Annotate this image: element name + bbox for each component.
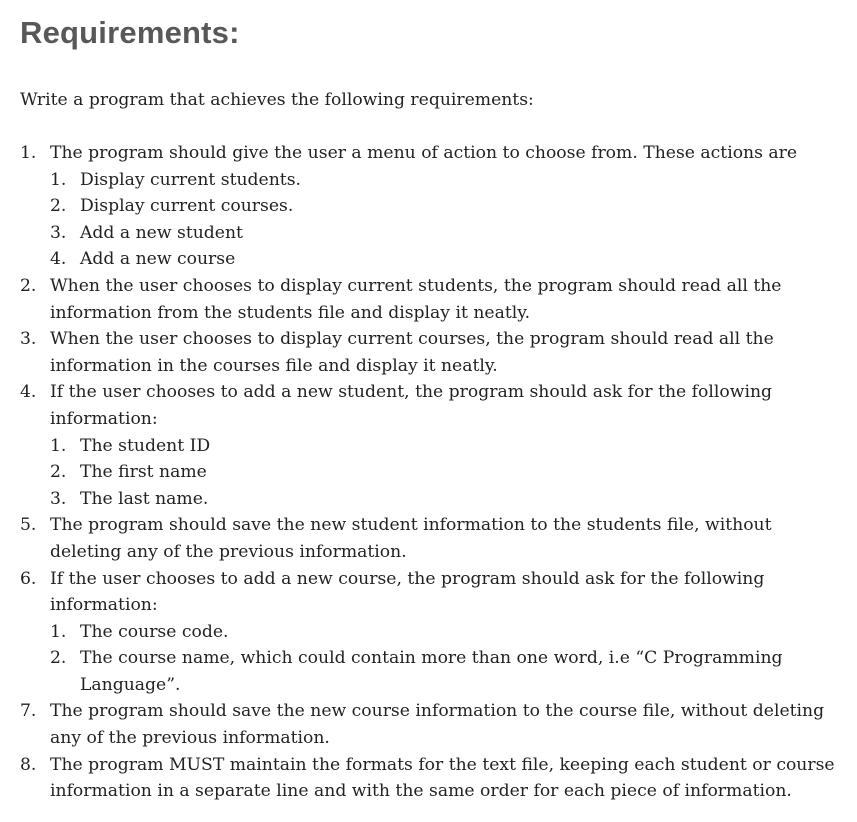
- sub-requirement-item: [50, 433, 840, 460]
- sub-requirement-number: 4.: [50, 249, 67, 270]
- requirement-item: [20, 273, 840, 326]
- requirements-list: [20, 140, 840, 805]
- sub-requirement-number: 2.: [50, 648, 67, 669]
- requirement-number: 2.: [20, 275, 37, 296]
- sub-requirement-item: [50, 619, 840, 646]
- sub-requirement-item: [50, 167, 840, 194]
- sub-requirement-text: The first name: [80, 462, 207, 483]
- sub-requirement-item: [50, 246, 840, 273]
- sub-requirement-text: The student ID: [80, 435, 211, 456]
- requirement-text: The program MUST maintain the formats for the text file, keeping each student or course information in a separate line and with the same order for each piece of information.: [50, 754, 835, 802]
- intro-text: Write a program that achieves the following requirements:: [20, 90, 534, 110]
- requirement-text: The program should save the new student information to the students file, without deleting any of the previous information.: [50, 515, 772, 562]
- requirement-text: If the user chooses to add a new student, the program should ask for the following information:: [50, 382, 773, 429]
- requirement-text: The program should save the new course information to the course file, without deleting any of the previous information.: [50, 701, 825, 749]
- requirement-number: 1.: [20, 143, 37, 163]
- requirement-item: [20, 512, 840, 565]
- sub-requirements-list: [50, 619, 840, 699]
- sub-requirement-number: 1.: [50, 435, 67, 456]
- requirement-number: 6.: [20, 568, 37, 589]
- sub-requirement-item: [50, 193, 840, 220]
- sub-requirement-text: The last name.: [80, 488, 209, 509]
- requirement-text: The program should give the user a menu of action to choose from. These actions are: [50, 143, 798, 163]
- sub-requirements-list: [50, 433, 840, 513]
- requirement-text: When the user chooses to display current courses, the program should read all the information in the courses file and display it neatly.: [50, 329, 774, 376]
- requirement-item: [20, 566, 840, 699]
- sub-requirement-item: [50, 486, 840, 513]
- sub-requirement-item: [50, 645, 840, 698]
- requirement-item: [20, 140, 840, 273]
- requirement-item: [20, 326, 840, 379]
- sub-requirement-text: Add a new course: [80, 249, 236, 270]
- sub-requirement-number: 2.: [50, 196, 67, 217]
- sub-requirement-number: 3.: [50, 222, 67, 243]
- requirement-number: 5.: [20, 515, 37, 536]
- sub-requirement-text: The course name, which could contain more than one word, i.e “C Programming Language”.: [80, 648, 783, 695]
- sub-requirement-text: Display current students.: [80, 169, 301, 190]
- sub-requirement-number: 3.: [50, 488, 67, 509]
- sub-requirement-text: Display current courses.: [80, 196, 294, 217]
- sub-requirements-list: [50, 167, 840, 273]
- requirement-item: [20, 379, 840, 512]
- requirement-item: [20, 698, 840, 751]
- sub-requirement-number: 2.: [50, 462, 67, 483]
- sub-requirement-number: 1.: [50, 169, 67, 190]
- sub-requirement-text: Add a new student: [80, 222, 243, 243]
- requirement-number: 8.: [20, 754, 37, 775]
- requirement-item: [20, 752, 840, 805]
- sub-requirement-number: 1.: [50, 621, 67, 642]
- requirement-number: 4.: [20, 382, 37, 403]
- requirement-text: When the user chooses to display current students, the program should read all the information from the students file and display it neatly.: [50, 275, 782, 323]
- requirement-number: 3.: [20, 329, 37, 350]
- sub-requirement-text: The course code.: [80, 621, 229, 642]
- requirement-number: 7.: [20, 701, 37, 722]
- page-title: Requirements:: [20, 15, 240, 50]
- sub-requirement-item: [50, 220, 840, 247]
- requirement-text: If the user chooses to add a new course, the program should ask for the following information:: [50, 568, 765, 616]
- sub-requirement-item: [50, 459, 840, 486]
